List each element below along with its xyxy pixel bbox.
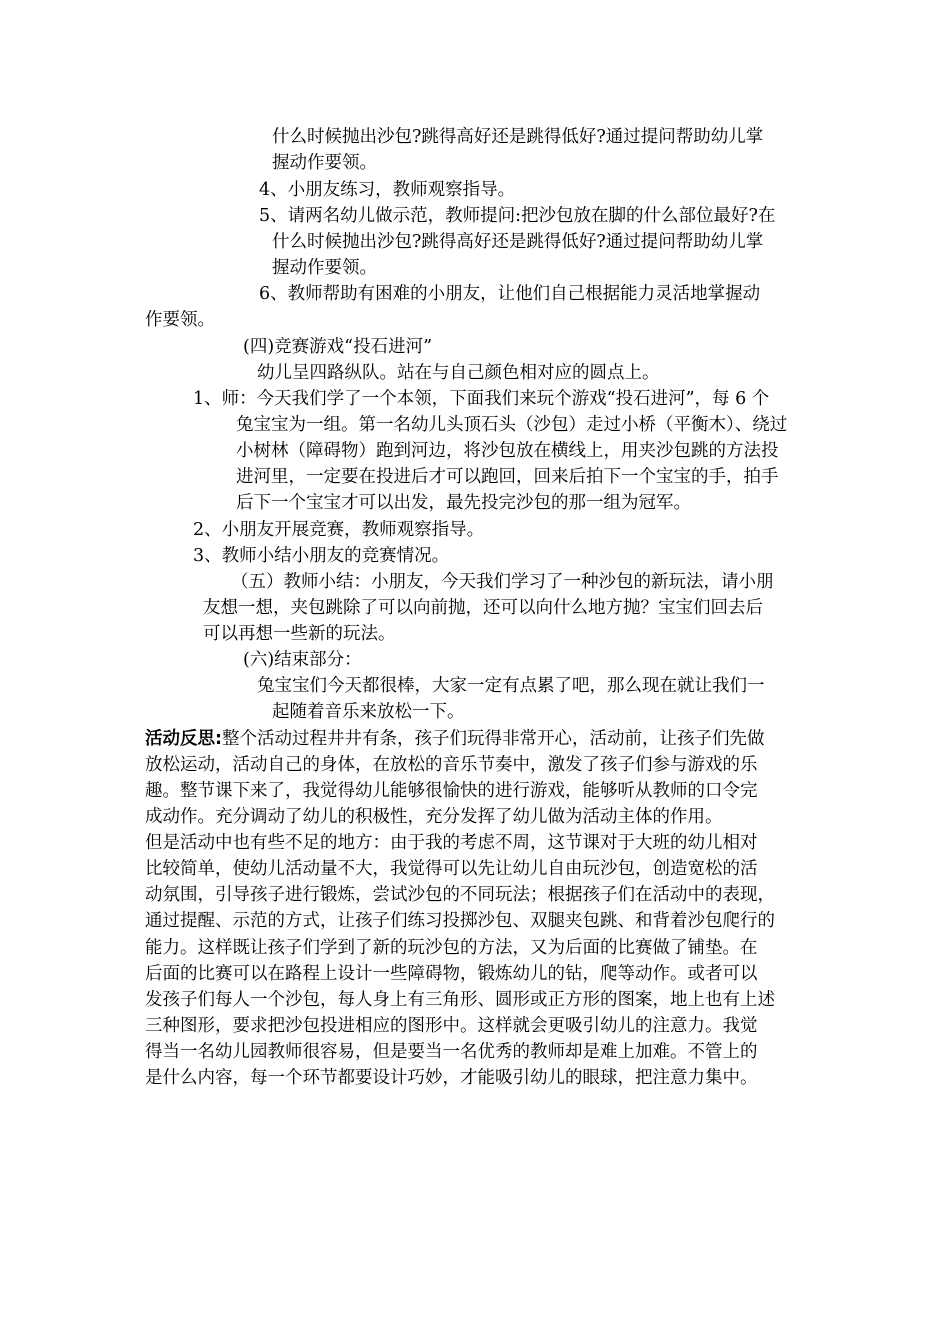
reflection-line: 比较简单，使幼儿活动量不大，我觉得可以先让幼儿自由玩沙包，创造宽松的活: [145, 859, 758, 879]
ending-line: 起随着音乐来放松一下。: [272, 702, 465, 722]
reflection-line: 动氛围，引导孩子进行锻炼，尝试沙包的不同玩法；根据孩子们在活动中的表现，: [145, 885, 775, 905]
game-item-1-line: 兔宝宝为一组。第一名幼儿头顶石头（沙包）走过小桥（平衡木）、绕过: [236, 415, 788, 435]
reflection-line: 趣。整节课下来了，我觉得幼儿能够很愉快的进行游戏，能够听从教师的口令完: [145, 781, 758, 801]
summary-line: 可以再想一些新的玩法。: [203, 624, 396, 644]
reflection-line: 三种图形，要求把沙包投进相应的图形中。这样就会更吸引幼儿的注意力。我觉: [145, 1016, 758, 1036]
reflection-line: 但是活动中也有些不足的地方：由于我的考虑不周，这节课对于大班的幼儿相对: [145, 833, 758, 853]
step-6: 6、教师帮助有困难的小朋友，让他们自己根据能力灵活地掌握动: [259, 284, 761, 304]
reflection-first-line: [145, 726, 765, 752]
section-heading-game: (四)竞赛游戏“投石进河”: [243, 337, 433, 357]
summary-line: 友想一想，夹包跳除了可以向前抛，还可以向什么地方抛？宝宝们回去后: [203, 598, 763, 618]
game-intro: 幼儿呈四路纵队。站在与自己颜色相对应的圆点上。: [257, 363, 660, 383]
ending-paragraph: 兔宝宝们今天都很棒，大家一定有点累了吧，那么现在就让我们一: [257, 676, 765, 696]
reflection-line: 通过提醒、示范的方式，让孩子们练习投掷沙包、双腿夹包跳、和背着沙包爬行的: [145, 911, 775, 931]
reflection-line: 后面的比赛可以在路程上设计一些障碍物，锻炼幼儿的钻，爬等动作。或者可以: [145, 964, 758, 984]
game-item-1-line: 进河里，一定要在投进后才可以跑回，回来后拍下一个宝宝的手，拍手: [236, 467, 779, 487]
step-5: 5、请两名幼儿做示范，教师提问:把沙包放在脚的什么部位最好?在: [259, 206, 776, 226]
step-text-line: 握动作要领。: [272, 258, 377, 278]
game-item-1-line: 小树林（障碍物）跑到河边，将沙包放在横线上，用夹沙包跳的方法投: [236, 441, 779, 461]
reflection-line: 是什么内容，每一个环节都要设计巧妙，才能吸引幼儿的眼球，把注意力集中。: [145, 1068, 758, 1088]
reflection-line: 发孩子们每人一个沙包，每人身上有三角形、圆形或正方形的图案，地上也有上述: [145, 990, 775, 1010]
step-text-line: 什么时候抛出沙包?跳得高好还是跳得低好?通过提问帮助幼儿掌: [272, 127, 764, 147]
section-heading-ending: (六)结束部分：: [243, 650, 362, 670]
reflection-line: 放松运动，活动自己的身体，在放松的音乐节奏中，激发了孩子们参与游戏的乐: [145, 755, 758, 775]
reflection-line: 能力。这样既让孩子们学到了新的玩沙包的方法，又为后面的比赛做了铺垫。在: [145, 938, 758, 958]
reflection-line: 得当一名幼儿园教师很容易，但是要当一名优秀的教师却是难上加难。不管上的: [145, 1042, 758, 1062]
summary-paragraph: （五）教师小结：小朋友，今天我们学习了一种沙包的新玩法，请小朋: [231, 572, 774, 592]
step-text-line: 什么时候抛出沙包?跳得高好还是跳得低好?通过提问帮助幼儿掌: [272, 232, 764, 252]
reflection-text: 整个活动过程井井有条，孩子们玩得非常开心，活动前，让孩子们先做: [222, 729, 765, 749]
game-item-3: 3、教师小结小朋友的竞赛情况。: [193, 546, 450, 566]
step-text-line: 作要领。: [145, 310, 215, 330]
game-item-1-line: 后下一个宝宝才可以出发，最先投完沙包的那一组为冠军。: [236, 493, 691, 513]
game-item-1: 1、师：今天我们学了一个本领，下面我们来玩个游戏“投石进河”，每 6 个: [193, 389, 770, 409]
reflection-label: 活动反思:: [145, 729, 222, 749]
step-4: 4、小朋友练习，教师观察指导。: [259, 180, 516, 200]
reflection-line: 成动作。充分调动了幼儿的积极性，充分发挥了幼儿做为活动主体的作用。: [145, 807, 723, 827]
step-text-line: 握动作要领。: [272, 153, 377, 173]
game-item-2: 2、小朋友开展竞赛，教师观察指导。: [193, 520, 485, 540]
